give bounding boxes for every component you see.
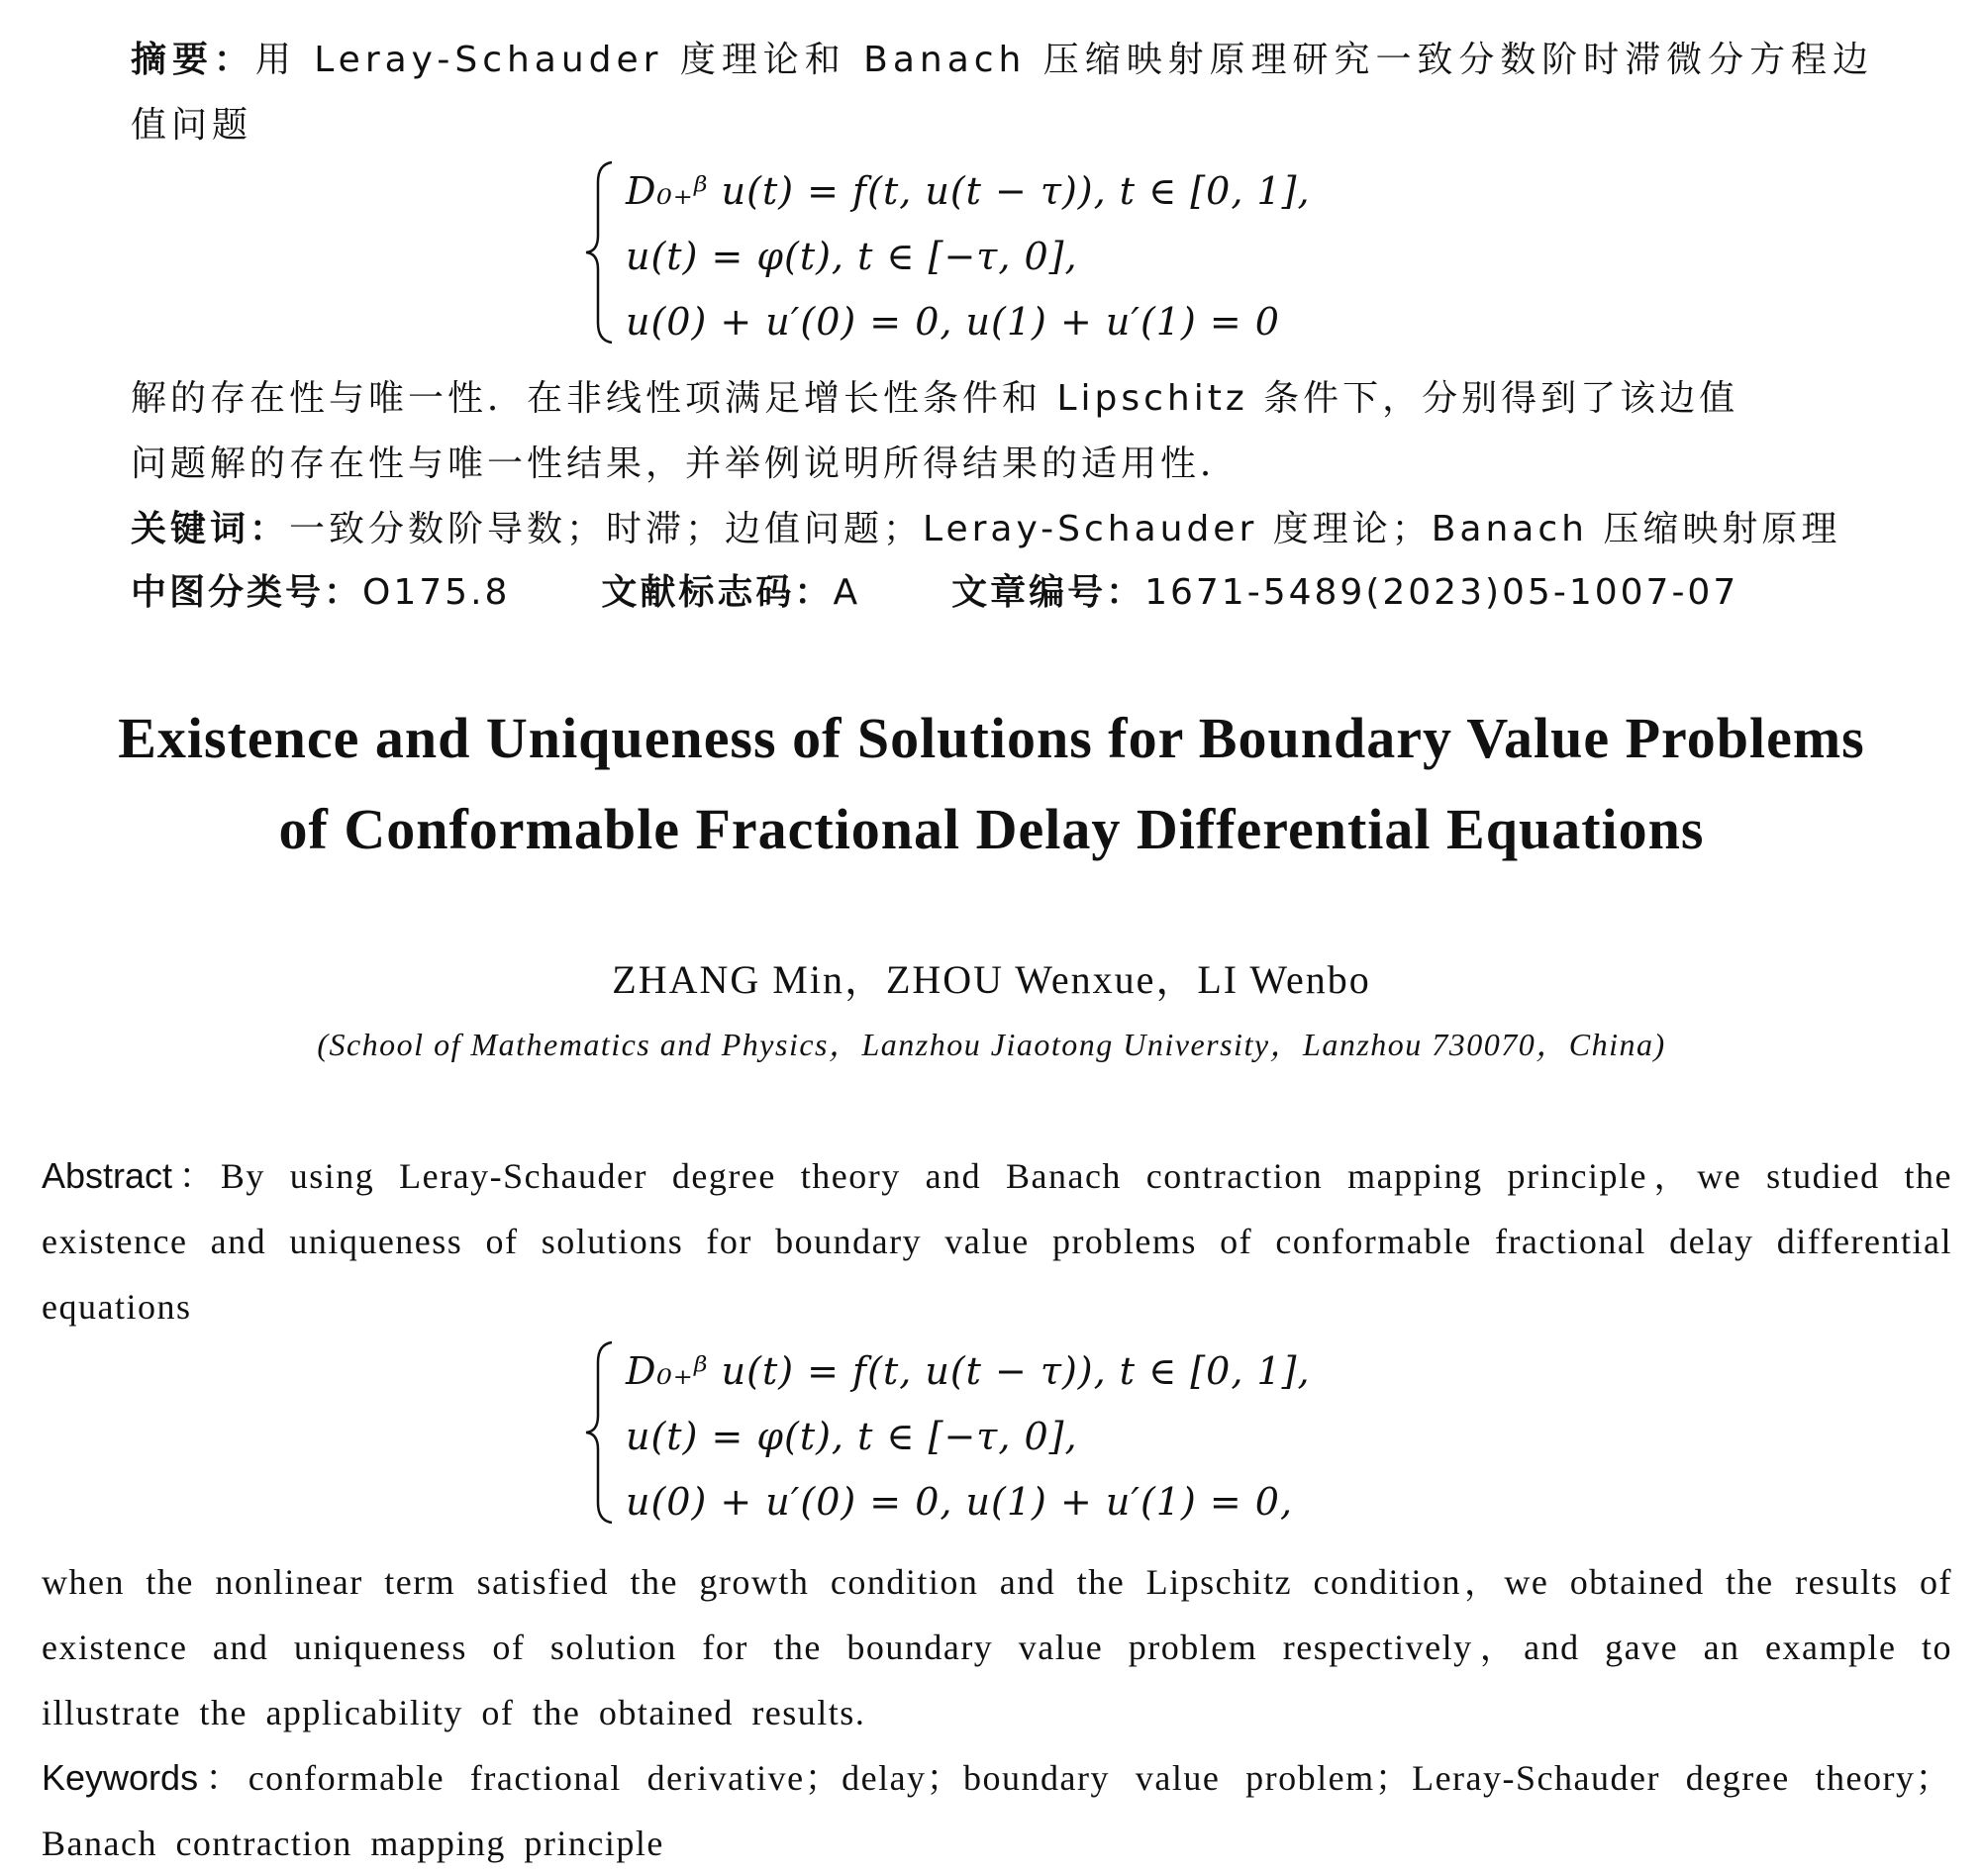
clc-value: O175.8 [362,572,511,613]
en-abstract-intro-text: By using Leray-Schauder degree theory and Banach contraction mapping principle，we studied the existence and uniqueness of solutions for boundary value problems of conformable fractional delay differential equations [42,1156,1952,1327]
cn-abstract-line: 解的存在性与唯一性．在非线性项满足增长性条件和 Lipschitz 条件下，分别得到了该边值 [131,378,1739,419]
cn-keywords [131,497,1873,562]
authors: ZHANG Min，ZHOU Wenxue，LI Wenbo [612,957,1371,1002]
cn-keywords-label: 关键词： [131,509,290,549]
en-equation-line: u(t) = φ(t), t ∈ [−τ, 0], [626,1415,1078,1458]
affiliation: (School of Mathematics and Physics，Lanzhou Jiaotong University，Lanzhou 730070，China) [317,1027,1666,1062]
en-keywords-label: Keywords： [42,1757,248,1798]
clc-label: 中图分类号： [131,572,363,613]
en-abstract-rest: when the nonlinear term satisfied the growth condition and the Lipschitz condition，we obtained the results of existence and uniqueness of solution for the boundary value problem respectively，and gave an example to illustrate the applicability of the obtained results. [42,1562,1952,1732]
en-abstract-intro [42,1143,1952,1339]
en-abstract [42,1143,1952,1339]
cn-equation-line: u(0) + u′(0) = 0, u(1) + u′(1) = 0 [626,300,1280,344]
left-brace-icon [582,1338,616,1527]
article-number [951,564,1738,615]
en-equation-line: u(0) + u′(0) = 0, u(1) + u′(1) = 0, [626,1480,1294,1524]
en-equation-system [582,1338,1374,1527]
cn-equation-line: u(t) = φ(t), t ∈ [−τ, 0], [626,235,1078,278]
cn-equation-system [582,158,1374,346]
cn-abstract-intro-text: 用 Leray-Schauder 度理论和 Banach 压缩映射原理研究一致分数阶时滞微分方程边值问题 [131,40,1873,146]
cn-abstract-label: 摘要： [131,40,255,80]
doc-code-label: 文献标志码： [601,572,834,613]
en-keywords [42,1745,1952,1876]
doc-code-value: A [833,572,861,613]
title-line: of Conformable Fractional Delay Differential Equations [278,797,1705,861]
article-no-label: 文章编号： [951,572,1145,613]
en-equation-line: D₀₊ᵝ u(t) = f(t, u(t − τ)), t ∈ [0, 1], [626,1349,1311,1393]
cn-keywords-text: 一致分数阶导数；时滞；边值问题；Leray-Schauder 度理论；Banach 压缩映射原理 [289,509,1841,549]
doc-code [601,564,860,615]
cn-abstract-continued [131,366,1873,562]
en-abstract-label: Abstract： [42,1155,221,1196]
title-line: Existence and Uniqueness of Solutions for Boundary Value Problems [118,706,1865,770]
article-no-value: 1671-5489(2023)05-1007-07 [1144,572,1739,613]
cn-abstract-intro [131,28,1873,158]
cn-classification-row [131,564,1830,615]
cn-abstract [131,28,1873,158]
cn-abstract-line: 问题解的存在性与唯一性结果，并举例说明所得结果的适用性． [131,444,1240,484]
en-keywords-text: conformable fractional derivative；delay；boundary value problem；Leray-Schauder degree theory；Banach contraction mapping principle [42,1758,1952,1863]
left-brace-icon [582,158,616,346]
clc-number [131,564,510,615]
paper-title [0,693,1983,875]
cn-equation-line: D₀₊ᵝ u(t) = f(t, u(t − τ)), t ∈ [0, 1], [626,169,1311,213]
en-abstract-continued [42,1549,1952,1876]
